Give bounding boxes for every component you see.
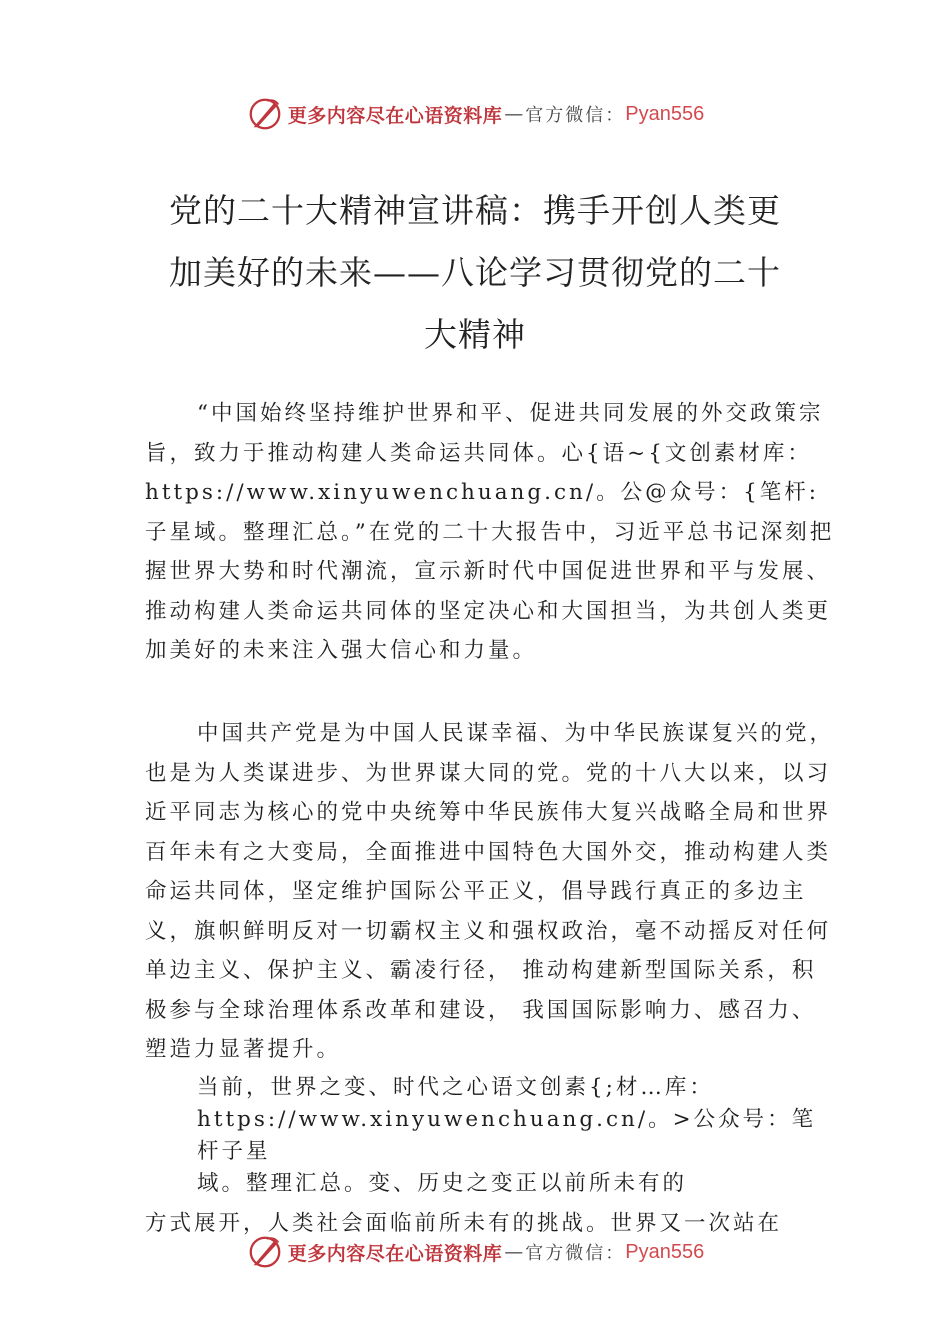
banner-dash: — <box>504 103 524 125</box>
banner-wechat-id: Pyan556 <box>625 102 705 125</box>
title-line-2: 加美好的未来——八论学习贯彻党的二十 <box>169 253 781 292</box>
banner-dash: — <box>504 1241 524 1263</box>
banner-wechat-id: Pyan556 <box>625 1240 705 1263</box>
title-line-1: 党的二十大精神宣讲稿：携手开创人类更 <box>169 191 781 230</box>
header-banner <box>0 94 950 134</box>
document-title <box>145 180 805 366</box>
paragraph-3-line-2: https://www.xinyuwenchuang.cn/。>公众号：笔杆子星 <box>197 1107 817 1164</box>
paragraph-3-line-4: 方式展开，人类社会面临前所未有的挑战。世界又一次站在 <box>145 1211 783 1236</box>
footer-banner <box>0 1232 950 1272</box>
paragraph-3-line-3: 域。整理汇总。变、历史之变正以前所未有的 <box>197 1171 688 1196</box>
paragraph-3 <box>145 1072 835 1244</box>
banner-main-text: 更多内容尽在心语资料库 <box>287 104 503 127</box>
banner-wechat-label: 官方微信： <box>525 1243 626 1264</box>
paragraph-2: 中国共产党是为中国人民谋幸福、为中华民族谋复兴的党，也是为人类谋进步、为世界谋大同的党。党的十八大以来，以习近平同志为核心的党中央统筹中华民族伟大复兴战略全局和世界百年未有之大变局，全面推进中国特色大国外交，推动构建人类命运共同体，坚定维护国际公平正义，倡导践行真正的多边主义，旗帜鲜明反对一切霸权主义和强权政治，毫不动摇反对任何单边主义、保护主义、霸凌行径， 推动构建新型国际关系，积极参与全球治理体系改革和建设， 我国国际影响力、感召力、塑造力显著提升。 <box>145 721 835 1062</box>
quill-logo-icon <box>246 95 284 133</box>
banner-main-text: 更多内容尽在心语资料库 <box>287 1242 503 1265</box>
paragraph-1: “中国始终坚持维护世界和平、促进共同发展的外交政策宗旨，致力于推动构建人类命运共同体。心{语~{文创素材库：https://www.xinyuwenchuang.cn/。公@众号：{笔杆:子星域。整理汇总。”在党的二十大报告中，习近平总书记深刻把握世界大势和时代潮流，宣示新时代中国促进世界和平与发展、推动构建人类命运共同体的坚定决心和大国担当，为共创人类更加美好的未来注入强大信心和力量。 <box>145 401 835 663</box>
title-line-3: 大精神 <box>424 315 526 354</box>
quill-logo-icon <box>246 1233 284 1271</box>
banner-wechat-label: 官方微信： <box>525 105 626 126</box>
paragraph-3-line-1: 当前，世界之变、时代之心语文创素{;材…库： <box>197 1075 714 1100</box>
